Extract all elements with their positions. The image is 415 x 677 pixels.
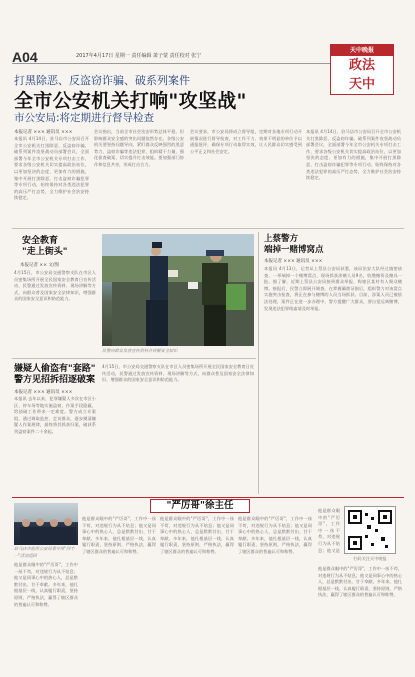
feature-body-col1: 他是群众眼中的"严厉哥"，工作中一丝不苟，对违规行为从不姑息；他又是同事心中的热心人，总是默默付出、甘于奉献。多年来，他扎根基层一线，认真履行职责，坚持原则，严格执法，赢得了辖区群众的普遍认可和称赞。 [14, 562, 78, 607]
lead-byline: 本报记者 ××× 通讯员 ××× [14, 130, 73, 135]
left-story-body: 4月15日，市公安局交通警察支队在市区人员密集场所开展全民国家安全教育日宣传活动，民警通过发放宣传资料、现场讲解等方式，向群众普及国家安全法律知识，增强群众的国家安全意识和防范能力。 [14, 270, 96, 302]
feature-photo-caption: 驻马店市监所公安局看守所"四个一"活动巡回 [14, 546, 75, 558]
divider [12, 358, 256, 359]
bottom-left-byline: 本报记者 ××× 通讯员 ××× [14, 390, 73, 395]
qr-caption: 扫码关注天中晚报 [353, 556, 387, 561]
column-logo [330, 44, 394, 95]
police-street-photo [102, 234, 254, 346]
photo-caption: 民警向群众发放宣传资料并讲解安全知识 [102, 348, 178, 353]
feature-body-col4: 他是群众眼中的"严厉哥"，工作中一丝不苟，对违规行为从不姑息；他又是同事心中的热心人，总是默默付出、甘于奉献。多年来，他扎根基层一线，认真履行职责，坚持原则，严格执法，赢得了辖区群众的普遍认可和称赞。 [238, 516, 312, 554]
feature-photo [14, 503, 78, 545]
qr-code [344, 506, 396, 554]
qr-side-text: 他是群众眼中的"严厉哥"，工作中一丝不苟，对违规行为从不姑息；他又是 [318, 508, 340, 553]
feature-body-col2: 他是群众眼中的"严厉哥"，工作中一丝不苟，对违规行为从不姑息；他又是同事心中的热心人，总是默默付出、甘于奉献。多年来，他扎根基层一线，认真履行职责，坚持原则，严格执法，赢得了辖区群众的普遍认可和称赞。 [82, 516, 156, 554]
left-story-byline: 本报记者 ×× 文/图 [20, 263, 59, 268]
feature-body-col3: 他是群众眼中的"严厉哥"，工作中一丝不苟，对违规行为从不姑息；他又是同事心中的热心人，总是默默付出、甘于奉献。多年来，他扎根基层一线，认真履行职责，坚持原则，严格执法，赢得了辖区群众的普遍认可和称赞。 [160, 516, 234, 554]
lead-kicker: 打黑除恶、反盗窃诈骗、破系列案件 [14, 74, 190, 87]
bottom-left-body-continued: 4月15日，市公安局交通警察支队在市区人员密集场所开展全民国家安全教育日宣传活动，民警通过发放宣传资料、现场讲解等方式，向群众普及国家安全法律知识，增强群众的国家安全意识和防范能力。 [102, 364, 254, 383]
logo-line2: 天中 [348, 77, 375, 92]
page-code: A04 [12, 49, 38, 65]
feature-body-col5: 他是群众眼中的"严厉哥"，工作中一丝不苟，对违规行为从不姑息；他又是同事心中的热心人，总是默默付出、甘于奉献。多年来，他扎根基层一线，认真履行职责，坚持原则，严格执法，赢得了辖区群众的普遍认可和称赞。 [318, 566, 402, 598]
lead-body-col1: 本报讯 4月14日，驻马店市公安局召开全市公安机关打黑除恶、反盗窃诈骗、破系列案件攻坚战动员部署会议，全面部署今年全市公安机关专项打击工作，要求各级公安机关切实提高政治站位，以更加坚决的态度、更加有力的措施，集中开展打黑除恶、打击盗窃诈骗犯罪等专项行动，始终保持对各类违法犯罪的高压严打态势，全力维护社会治安持续稳定。 [14, 136, 89, 201]
feature-rule [12, 497, 404, 498]
feature-headline: "严厉哥"徐主任 [150, 499, 250, 513]
divider [12, 228, 404, 229]
logo-line1: 政法 [348, 58, 375, 73]
left-story-headline: 安全教育 "走上街头" [22, 236, 68, 257]
lead-body-col2: 会议指出，当前全市社会治安形势总体平稳，但影响群众安全感的突出问题依然存在。各级公安机关要坚持问题导向，紧盯群众反映强烈的黑恶势力、盗窃诈骗等违法犯罪，组织精干力量，强化侦查破案，切实提升打击效能。要加强部门协作和信息共享，形成打击合力。 [94, 129, 184, 167]
right-story-byline: 本报记者 ××× 通讯员 ××× [264, 259, 323, 264]
feature-photo-illustration [14, 503, 78, 545]
lead-body-col4: 本报讯 4月14日，驻马店市公安局召开全市公安机关打黑除恶、反盗窃诈骗、破系列案件攻坚战动员部署会议，全面部署今年全市公安机关专项打击工作，要求各级公安机关切实提高政治站位，以更加坚决的态度、更加有力的措施，集中开展打黑除恶、打击盗窃诈骗犯罪等专项行动，始终保持对各类违法犯罪的高压严打态势，全力维护社会治安持续稳定。 [306, 129, 401, 181]
lead-subhead: 市公安局:将定期进行督导检查 [14, 112, 155, 124]
right-story-headline: 上蔡警方 端掉一赌博窝点 [264, 234, 324, 255]
header-rule [12, 63, 332, 64]
bottom-left-body: 本报讯 去年以来，犯罪嫌疑人多次在市区小区、停车场等地实施盗窃，作案手段隐蔽，给侦破工作带来一定难度。警方成立专案组，通过调取监控、走访群众，逐步摸清嫌疑人作案规律，最终将其抓获归案，破获系列盗窃案件二十余起。 [14, 396, 96, 434]
lead-body-col3: 会议要求，市公安局将成立督导组，定期对各地专项行动开展情况进行督导检查，对工作不力、效果不明显的单位予以通报批评，确保专项行动取得实效，让人民群众切实感受到公平正义和社会安定。 [190, 129, 302, 154]
qr-code-icon [345, 507, 395, 553]
lead-headline: 全市公安机关打响"攻坚战" [14, 90, 247, 112]
column-divider [258, 232, 259, 494]
bottom-left-headline: 嫌疑人偷盗有"套路" 警方见招拆招逐破案 [14, 364, 96, 385]
right-story-body: 本报讯 4月13日，记者从上蔡县公安局获悉，该局治安大队经过缜密侦查，一举端掉一个赌博窝点，现场抓获涉赌人员9名，收缴赌资及赌具一批。据了解，近期上蔡县公安局接到群众举报，称辖区某村有人聚众赌博。接报后，民警立即展开调查，在掌握确凿证据后，组织警力对该窝点实施突击检查，将正在参与赌博的人员当场抓获。目前，涉案人员已被依法处理，案件正在进一步办理中。警方提醒广大群众，要自觉远离赌博，发现违法犯罪线索请及时举报。 [264, 266, 402, 311]
logo-top: 天中晚报 [331, 45, 393, 56]
date-line: 2017年4月17日 星期一 责任编辑 萧子蒙 责任校对 张宁 [76, 53, 202, 59]
photo-illustration [102, 234, 254, 346]
